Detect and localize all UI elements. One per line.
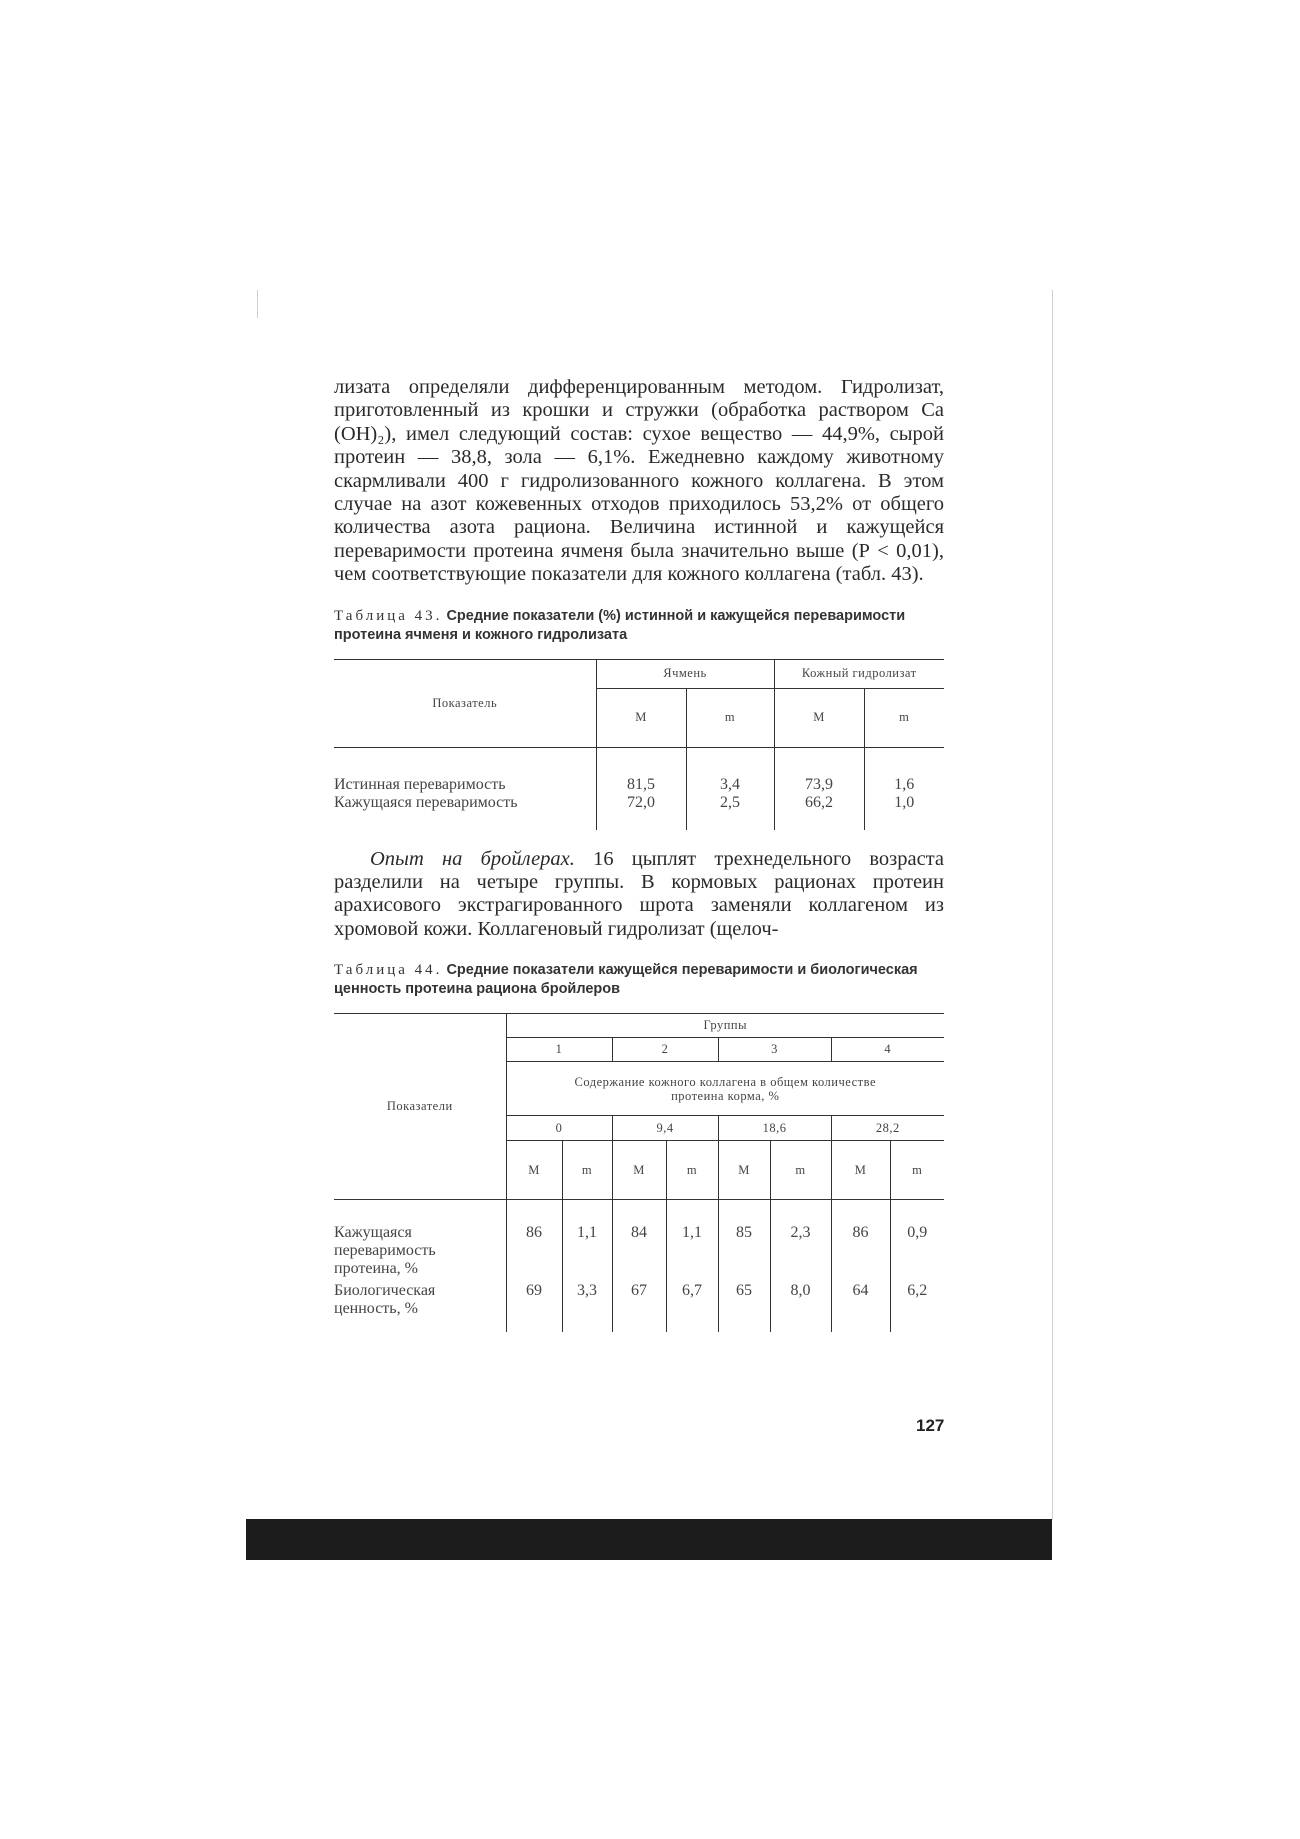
t43-header-hydrolysate: Кожный гидролизат	[774, 659, 944, 688]
t44-collagen-value: 0	[506, 1116, 612, 1141]
table-44-label: Таблица 44.	[334, 962, 443, 979]
table-44-title: Средние показатели кажущейся переваримости и биологическая ценность протеина рациона бройлеров	[334, 962, 918, 998]
t43-cell: 2,5	[686, 794, 774, 830]
paragraph-2	[334, 848, 944, 942]
t43-row-label: Истинная переваримость	[334, 775, 506, 793]
t44-header-m: m	[770, 1141, 831, 1200]
t44-group: 4	[831, 1038, 944, 1062]
t44-row-label: Кажущаяся переваримость протеина, %	[334, 1224, 436, 1278]
page-number: 127	[916, 1416, 945, 1435]
t44-group: 3	[718, 1038, 831, 1062]
t43-header-m: m	[864, 688, 944, 747]
t44-row-label: Биологическая ценность, %	[334, 1282, 436, 1318]
t44-collagen-value: 9,4	[612, 1116, 718, 1141]
t44-cell: 67	[612, 1278, 666, 1332]
t44-cell: 86	[831, 1200, 890, 1279]
t43-header-M: M	[596, 688, 686, 747]
t43-header-m: m	[686, 688, 774, 747]
t43-cell: 73,9	[774, 747, 864, 794]
t44-header-indicator: Показатели	[386, 1099, 453, 1114]
t44-collagen-value: 28,2	[831, 1116, 944, 1141]
t44-header-m: m	[890, 1141, 944, 1200]
t44-group: 2	[612, 1038, 718, 1062]
paragraph-1: лизата определяли дифференцированным методом. Гидролизат, приготовленный из крошки и стружки (обработка раствором Са (ОН)₂), имел следующий состав: сухое вещество — 44,9%, сырой протеин — 38,8, зола — 6,1%. Ежедневно каждому животному скармливали 400 г гидролизованного кожного коллагена. В этом случае на азот кожевенных отходов приходилось 53,2% от общего количества азота рациона. Величина истинной и кажущейся переваримости протеина ячменя была значительно выше (Р < 0,01), чем соответствующие показатели для кожного коллагена (табл. 43).	[334, 376, 944, 586]
t44-cell: 64	[831, 1278, 890, 1332]
table-43	[334, 659, 944, 830]
paragraph-2-text: 16 цыплят трехнедельного возраста разделили на четыре группы. В кормовых рационах протеин арахисового экстрагированного шрота заменяли коллагеном из хромовой кожи. Коллагеновый гидролизат (щелоч-	[334, 847, 944, 940]
t44-cell: 3,3	[562, 1278, 612, 1332]
t44-header-m: m	[562, 1141, 612, 1200]
t43-header-barley: Ячмень	[596, 659, 774, 688]
t44-group: 1	[506, 1038, 612, 1062]
table-44	[334, 1013, 944, 1332]
t44-cell: 6,2	[890, 1278, 944, 1332]
t44-cell: 1,1	[562, 1200, 612, 1279]
t44-cell: 1,1	[666, 1200, 718, 1279]
table-43-title: Средние показатели (%) истинной и кажущейся переваримости протеина ячменя и кожного гидролизата	[334, 607, 906, 643]
t44-cell: 6,7	[666, 1278, 718, 1332]
t44-cell: 0,9	[890, 1200, 944, 1279]
t44-header-collagen: Содержание кожного коллагена в общем количестве протеина корма, %	[506, 1062, 944, 1116]
t43-cell: 1,6	[864, 747, 944, 794]
t44-header-M: M	[612, 1141, 666, 1200]
t44-header-groups: Группы	[506, 1014, 944, 1038]
t44-cell: 8,0	[770, 1278, 831, 1332]
t43-cell: 1,0	[864, 794, 944, 830]
t44-collagen-value: 18,6	[718, 1116, 831, 1141]
paragraph-2-lead: Опыт на бройлерах.	[370, 847, 575, 870]
t44-cell: 65	[718, 1278, 770, 1332]
scan-edge-bar	[246, 1519, 1052, 1560]
t44-header-m: m	[666, 1141, 718, 1200]
t43-cell: 3,4	[686, 747, 774, 794]
t44-cell: 2,3	[770, 1200, 831, 1279]
t43-row-label: Кажущаяся переваримость	[334, 793, 518, 811]
table-44-caption	[334, 961, 944, 999]
left-margin-mark	[257, 290, 258, 318]
t44-header-M: M	[506, 1141, 562, 1200]
table-43-label: Таблица 43.	[334, 607, 443, 624]
table-43-caption	[334, 607, 944, 645]
t44-cell: 85	[718, 1200, 770, 1279]
right-margin-line	[1052, 290, 1053, 1520]
t44-cell: 84	[612, 1200, 666, 1279]
t43-header-M: M	[774, 688, 864, 747]
t43-cell: 66,2	[774, 794, 864, 830]
t44-header-M: M	[831, 1141, 890, 1200]
t44-cell: 86	[506, 1200, 562, 1279]
t44-header-M: M	[718, 1141, 770, 1200]
t43-cell: 81,5	[596, 747, 686, 794]
page-body	[334, 376, 944, 1332]
t43-header-indicator: Показатель	[432, 695, 498, 710]
t43-cell: 72,0	[596, 794, 686, 830]
t44-cell: 69	[506, 1278, 562, 1332]
